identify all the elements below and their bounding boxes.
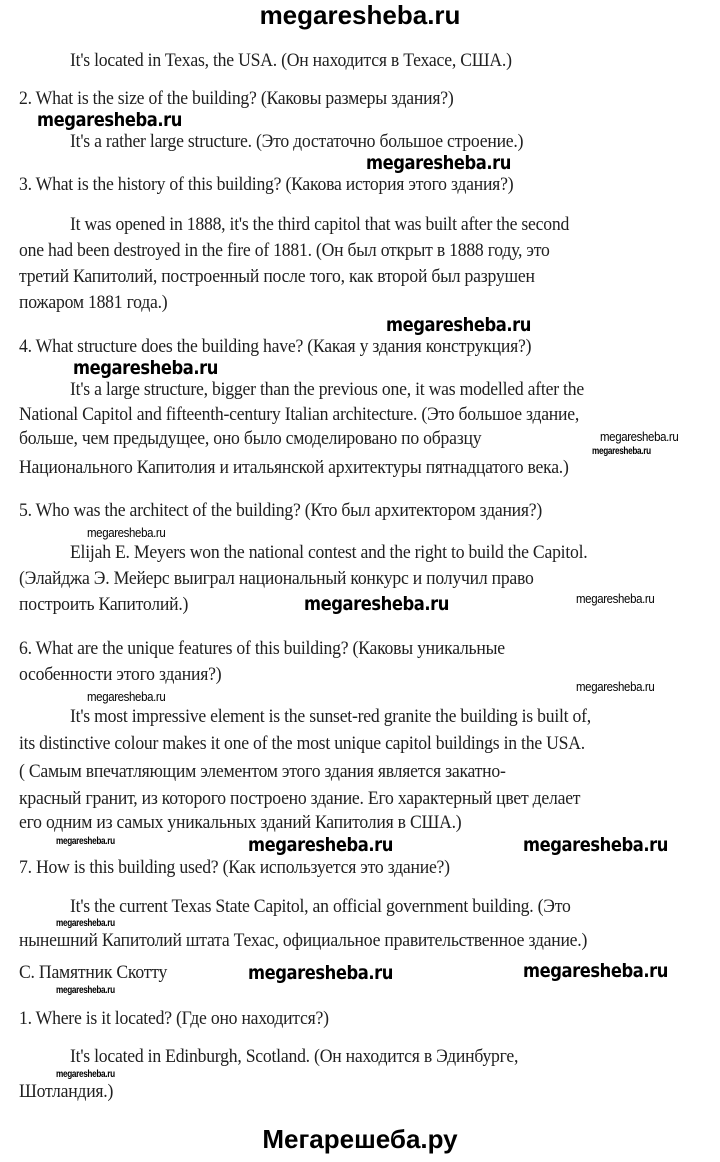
answer-3-line: пожаром 1881 года.) (19, 292, 168, 313)
watermark: megaresheba.ru (576, 679, 655, 694)
watermark: megaresheba.ru (87, 689, 166, 704)
section-c-answer-1-line: It's located in Edinburgh, Scotland. (Он находится в Эдинбурге, (70, 1046, 519, 1067)
watermark: megaresheba.ru (56, 918, 115, 929)
answer-4-line: больше, чем предыдущее, оно было смоделировано по образцу (19, 428, 482, 449)
answer-3-line: It was opened in 1888, it's the third capitol that was built after the second (70, 214, 570, 235)
question-2: 2. What is the size of the building? (Каковы размеры здания?) (19, 88, 454, 109)
answer-6-line: красный гранит, из которого построено здание. Его характерный цвет делает (19, 788, 581, 809)
answer-7-line: нынешний Капитолий штата Техас, официальное правительственное здание.) (19, 930, 588, 951)
watermark: megaresheba.ru (87, 525, 166, 540)
answer-6-line: its distinctive colour makes it one of the most unique capitol buildings in the USA. (19, 733, 585, 754)
watermark: megaresheba.ru (592, 446, 651, 457)
watermark: megaresheba.ru (56, 1069, 115, 1080)
section-c-answer-1-line: Шотландия.) (19, 1081, 114, 1102)
question-3: 3. What is the history of this building? (Какова история этого здания?) (19, 174, 514, 195)
answer-4-line: Национального Капитолия и итальянской архитектуры пятнадцатого века.) (19, 457, 569, 478)
question-5: 5. Who was the architect of the building? (Кто был архитектором здания?) (19, 500, 543, 521)
answer-1: It's located in Texas, the USA. (Он находится в Техасе, США.) (70, 50, 512, 71)
answer-2: It's a rather large structure. (Это достаточно большое строение.) (70, 131, 524, 152)
site-title-footer: Мегарешеба.ру (262, 1124, 458, 1154)
watermark: megaresheba.ru (73, 357, 219, 379)
answer-4-line: National Capitol and fifteenth-century Italian architecture. (Это большое здание, (19, 404, 580, 425)
watermark: megaresheba.ru (576, 591, 655, 606)
answer-3-line: one had been destroyed in the fire of 1881. (Он был открыт в 1888 году, это (19, 240, 550, 261)
watermark: megaresheba.ru (523, 834, 669, 856)
watermark: megaresheba.ru (304, 593, 450, 615)
answer-6-line: It's most impressive element is the sunset-red granite the building is built of, (70, 706, 591, 727)
question-7: 7. How is this building used? (Как используется это здание?) (19, 857, 450, 878)
question-6-line: 6. What are the unique features of this building? (Каковы уникальные (19, 638, 505, 659)
watermark: megaresheba.ru (366, 152, 512, 174)
site-title-header: megaresheba.ru (259, 0, 461, 30)
watermark: megaresheba.ru (248, 834, 394, 856)
answer-4-line: It's a large structure, bigger than the previous one, it was modelled after the (70, 379, 584, 400)
watermark: megaresheba.ru (248, 962, 394, 984)
watermark: megaresheba.ru (600, 429, 679, 444)
watermark: megaresheba.ru (56, 836, 115, 847)
watermark: megaresheba.ru (523, 960, 669, 982)
question-4: 4. What structure does the building have? (Какая у здания конструкция?) (19, 336, 532, 357)
watermark: megaresheba.ru (56, 985, 115, 996)
answer-6-line: ( Самым впечатляющим элементом этого здания является закатно- (19, 761, 506, 782)
answer-7-line: It's the current Texas State Capitol, an official government building. (Это (70, 896, 571, 917)
answer-5-line: построить Капитолий.) (19, 594, 189, 615)
section-c-heading: C. Памятник Скотту (19, 962, 168, 983)
answer-5-line: Elijah E. Meyers won the national contest and the right to build the Capitol. (70, 542, 588, 563)
answer-3-line: третий Капитолий, построенный после того, как второй был разрушен (19, 266, 535, 287)
answer-5-line: (Элайджа Э. Мейерс выиграл национальный конкурс и получил право (19, 568, 534, 589)
section-c-question-1: 1. Where is it located? (Где оно находится?) (19, 1008, 329, 1029)
watermark: megaresheba.ru (37, 109, 183, 131)
watermark: megaresheba.ru (386, 314, 532, 336)
question-6-line: особенности этого здания?) (19, 664, 222, 685)
answer-6-line: его одним из самых уникальных зданий Капитолия в США.) (19, 812, 462, 833)
